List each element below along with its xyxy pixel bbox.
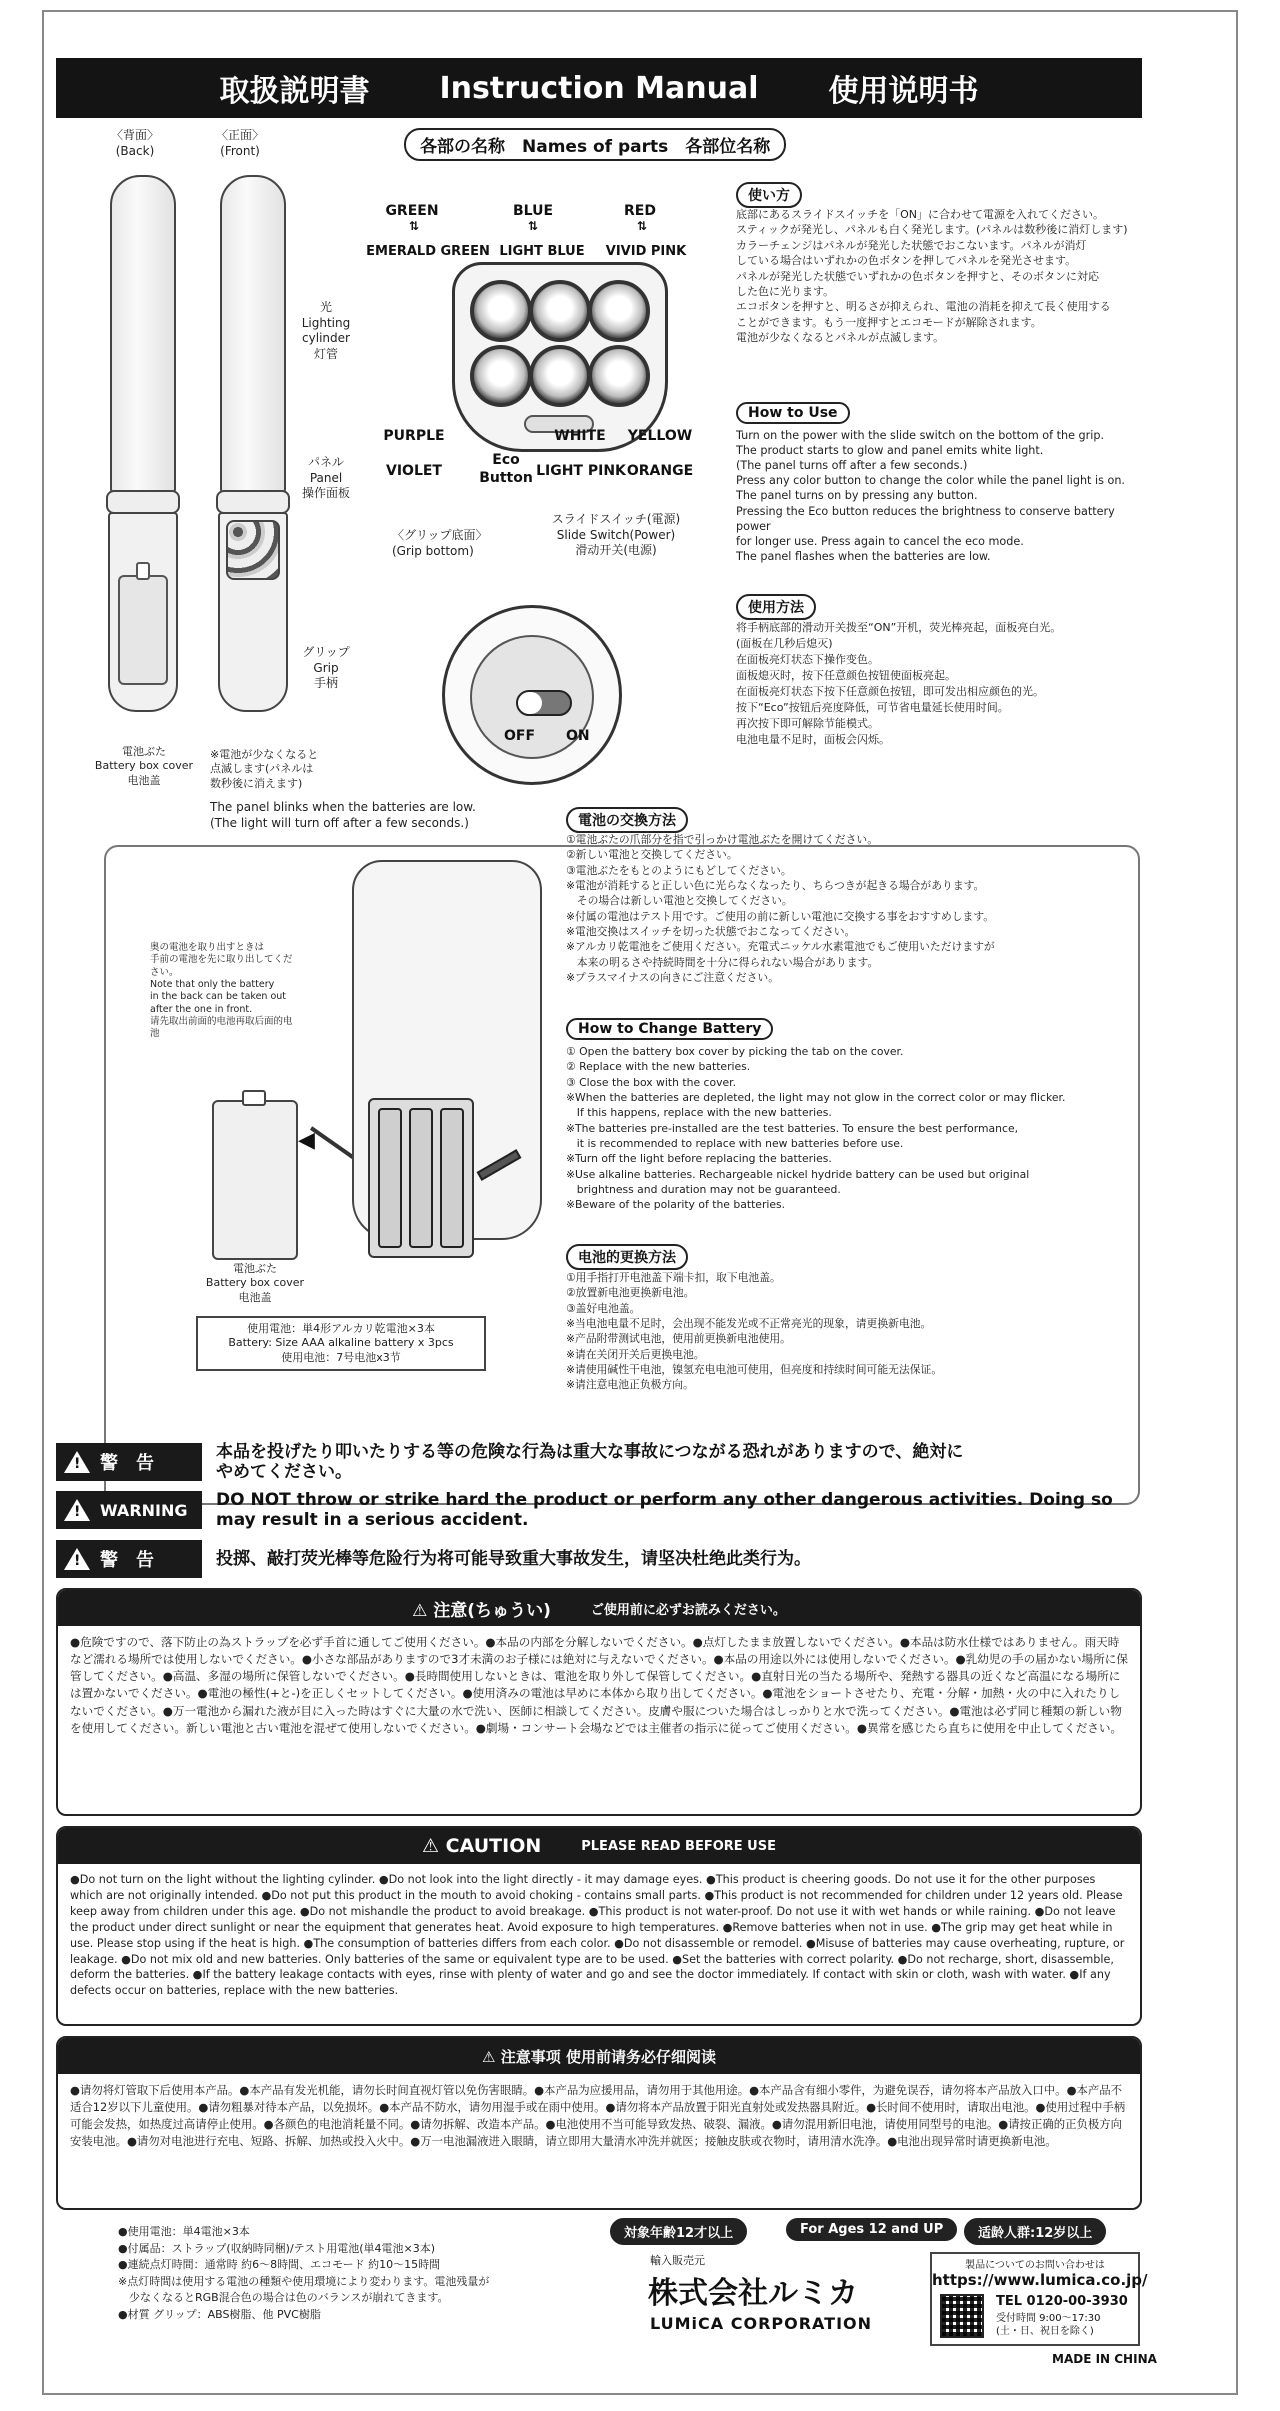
caution-cn-body: ●请勿将灯管取下后使用本产品。●本产品有发光机能，请勿长时间直视灯管以免伤害眼睛。●本产品为应援用品，请勿用于其他用途。●本产品含有细小零件，为避免误吞，请勿将本产品放入口中。●本产品不适合12岁以下儿童使用。●请勿粗暴对待本产品，以免损坏。●本产品不防水，请勿用湿手或在雨中使用。●请勿将本产品放置于阳光直射处或发热器具附近。●长时间不使用时，请取出电池。●使用过程中手柄可能会发热，如热度过高请停止使用。●各颜色的电池消耗量不同。●请勿拆解、改造本产品。●电池使用不当可能导致发热、破裂、漏液。●请勿混用新旧电池，请使用同型号的电池。●请按正确的正负极方向安装电池。●请勿对电池进行充电、短路、拆解、加热或投入火中。●万一电池漏液进入眼睛，请立即用大量清水冲洗并就医；接触皮肤或衣物时，请用清水洗净。●电池出现异常时请更换新电池。 (70, 2083, 1126, 2149)
warning-text-cn: 投掷、敲打荧光棒等危险行为将可能导致重大事故发生，请坚决杜绝此类行为。 (216, 1548, 811, 1569)
header-title-en: Instruction Manual (439, 70, 759, 106)
battery-en-title: How to Change Battery (566, 1018, 773, 1040)
back-stick-collar (106, 490, 180, 514)
color-button-green (470, 280, 532, 342)
battery-jp-title: 電池の交換方法 (566, 807, 688, 833)
caution-cn-bar (58, 2038, 1140, 2074)
battery-cover-shape (118, 575, 168, 685)
warning-row-jp (56, 1442, 1142, 1483)
caution-jp-panel (56, 1588, 1142, 1816)
battery-en-body: ① Open the battery box cover by picking the tab on the cover. ② Replace with the new batteries. ③ Close the box with the cover. ※When the batteries are depleted, the light may not glow in the correct color or may flicker. If this happens, replace with the new batteries. ※The batteries pre-installed are the test batteries. To ensure the best performance, it is recommended to replace with new batteries before use. ※Turn off the light before replacing the batteries. ※Use alkaline batteries. Rechargeable nickel hydride battery can be used but original brightness and duration may not be guaranteed. ※Beware of the polarity of the batteries. (566, 1045, 1066, 1212)
color-button-blue (529, 280, 591, 342)
usage-en-title: How to Use (736, 402, 850, 424)
battery-3 (440, 1108, 464, 1248)
battery-cn-title: 电池的更换方法 (566, 1244, 688, 1270)
usage-cn-title: 使用方法 (736, 594, 816, 620)
front-stick-collar (216, 490, 290, 514)
color-label-green: GREEN (385, 203, 439, 219)
color-label-violet: VIOLET (386, 463, 442, 479)
warning-triangle-icon: ! (64, 1451, 90, 1473)
low-battery-note-jp: ※電池が少なくなると 点滅します(パネルは 数秒後に消えます) (210, 748, 319, 790)
caution-jp-subtitle: ご使用前に必ずお読みください。 (590, 1602, 786, 1618)
age-badge-en: For Ages 12 and UP (786, 2218, 957, 2241)
caution-en-panel (56, 1826, 1142, 2026)
warning-row-en (56, 1490, 1142, 1531)
battery-cn-body: ①用手指打开电池盖下端卡扣，取下电池盖。 ②放置新电池更换新电池。 ③盖好电池盖。 ※当电池电量不足时，会出现不能发光或不正常亮光的现象，请更换新电池。 ※产品附带测试电池，使用前更换新电池使用。 ※请在关闭开关后更换电池。 ※请使用碱性干电池，镍氢充电电池可使用，但亮度和持续时间可能无法保证。 ※请注意电池正负极方向。 (566, 1271, 943, 1392)
warning-row-cn (56, 1540, 1142, 1578)
header-title-jp: 取扱説明書 (219, 74, 370, 109)
removed-cover-tab (242, 1090, 266, 1106)
battery-cover-label: 電池ぶた Battery box cover 电池盖 (94, 745, 194, 787)
front-stick-cylinder (220, 175, 286, 495)
back-label: 〈背面〉 (Back) (110, 128, 159, 158)
cover-label: 電池ぶた Battery box cover 电池盖 (205, 1262, 305, 1304)
warning-triangle-icon: ! (64, 1499, 90, 1521)
support-box (930, 2252, 1148, 2346)
warning-badge-en: ! WARNING (56, 1491, 202, 1529)
color-button-red (588, 280, 650, 342)
lighting-label: 光 Lighting cylinder 灯管 (301, 300, 351, 361)
support-label: 製品についてのお問い合わせは (965, 2260, 1105, 2271)
color-label-white: WHITE (554, 428, 606, 444)
arrow-green: ⇅ (408, 219, 420, 233)
color-label-red: RED (624, 203, 656, 219)
color-button-purple (470, 345, 532, 407)
color-label-blue: BLUE (512, 203, 554, 219)
warning-badge-cn: ! 警 告 (56, 1540, 202, 1578)
usage-cn-body: 将手柄底部的滑动开关拨至“ON”开机，荧光棒亮起，面板亮白光。 (面板在几秒后熄灭) 在面板亮灯状态下操作变色。 面板熄灭时，按下任意颜色按钮使面板亮起。 在面板亮灯状态下按下任意颜色按钮，即可发出相应颜色的光。 按下“Eco”按钮后亮度降低，可节省电量延长使用时间。 再次按下即可解除节能模式。 电池电量不足时，面板会闪烁。 (736, 621, 1062, 746)
support-url[interactable]: https://www.lumica.co.jp/ (932, 2271, 1148, 2289)
made-in-label: MADE IN CHINA (1052, 2352, 1157, 2366)
warning-badge-jp: ! 警 告 (56, 1443, 202, 1481)
color-label-emerald: EMERALD GREEN (366, 244, 490, 259)
usage-jp-body: 底部にあるスライドスイッチを「ON」に合わせて電源を入れてください。 スティックが発光し、パネルも白く発光します。(パネルは数秒後に消灯します) カラーチェンジはパネルが発光した状態でおこないます。パネルが消灯 している場合はいずれかの色ボタンを押してパネルを発光させます。 パネルが発光した状態でいずれかの色ボタンを押すと、そのボタンに対応 した色に光ります。 エコボタンを押すと、明るさが抑えられ、電池の消耗を抑えて長く使用する ことができます。もう一度押すとエコモードが解除されます。 電池が少なくなるとパネルが点滅します。 (736, 208, 1128, 345)
qr-code-icon (940, 2294, 984, 2338)
caution-en-icon: ⚠ (422, 1835, 446, 1857)
caution-cn-title: 注意事项 使用前请务必仔细阅读 (500, 2047, 716, 2066)
vendor-label: 輸入販売元 (650, 2254, 705, 2267)
grip-label: グリップ Grip 手柄 (302, 645, 350, 691)
grip-bottom-label: 〈グリップ底面〉 (Grip bottom) (392, 528, 488, 558)
caution-en-bar (58, 1828, 1140, 1864)
battery-1 (378, 1108, 402, 1248)
caution-en-title: CAUTION (445, 1835, 542, 1857)
battery-spec-box: 使用電池：単4形アルカリ乾電池×3本 Battery: Size AAA alkaline battery x 3pcs 使用电池：7号电池x3节 (196, 1316, 486, 1371)
color-label-yellow: YELLOW (627, 428, 693, 444)
color-label-lightblue: LIGHT BLUE (499, 244, 585, 259)
caution-jp-bar (58, 1590, 1140, 1626)
parts-title: 各部の名称 Names of parts 各部位名称 (404, 128, 786, 161)
eco-label: Eco Button (479, 452, 533, 486)
age-badge-cn: 适龄人群:12岁以上 (964, 2218, 1106, 2245)
company-name-en: LUMiCA CORPORATION (650, 2314, 873, 2333)
arrow-red: ⇅ (636, 219, 648, 233)
front-panel-buttons (226, 520, 280, 580)
support-hours: 受付時間 9:00〜17:30 (土・日、祝日を除く) (996, 2313, 1101, 2337)
age-badge-jp: 対象年齢12才以上 (610, 2218, 747, 2245)
arrow-head: ◀ (298, 1128, 315, 1153)
slide-switch-knob (518, 692, 542, 714)
footer-specs: ●使用電池：単4電池×3本 ●付属品：ストラップ(収納時同梱)/テスト用電池(単4電池×3本) ●連続点灯時間：通常時 約6〜8時間、エコモード 約10〜15時間 ※点灯時間は使用する電池の種類や使用環境により変わります。電池残量が 少なくなるとRGB混合色の場合は色のバランスが崩れてきます。 ●材質 グリップ：ABS樹脂、他 PVC樹脂 (118, 2225, 490, 2321)
caution-jp-icon: ⚠ (412, 1600, 434, 1621)
battery-cover-tab (136, 562, 150, 580)
battery-jp-body: ①電池ぶたの爪部分を指で引っかけ電池ぶたを開けてください。 ②新しい電池と交換してください。 ③電池ぶたをもとのようにもどしてください。 ※電池が消耗すると正しい色に光らなくなったり、ちらつきが起きる場合があります。 その場合は新しい電池と交換してください。 ※付属の電池はテスト用です。ご使用の前に新しい電池に交換する事をおすすめします。 ※電池交換はスイッチを切った状態でおこなってください。 ※アルカリ乾電池をご使用ください。充電式ニッケル水素電池でもご使用いただけますが 本来の明るさや持続時間を十分に得られない場合があります。 ※プラスマイナスの向きにご注意ください。 (566, 833, 995, 984)
front-label: 〈正面〉 (Front) (215, 128, 264, 158)
caution-en-body: ●Do not turn on the light without the lighting cylinder. ●Do not look into the light directly - it may damage eyes. ●This product is cheering goods. Do not use it for the other purposes which are not originally intended. ●Do not put this product in the mouth to avoid choking - contains small parts. ●This product is not recommended for children under 12 years old. Please keep away from children under this age. ●Do not mishandle the product to avoid breakage. ●This product is not water-proof. Do not use it with wet hands or while raining. ●Do not leave the product under direct sunlight or near the equipment that generates heat. Avoid exposure to high temperatures. ●Remove batteries when not in use. ●The grip may get heat while in use. Please stop using if the heat is high. ●The consumption of batteries differs from each color. ●Do not disassemble or remodel. ●Misuse of batteries may cause overheating, rupture, or leakage. ●Do not mix old and new batteries. Only batteries of the same or equivalent type are to be used. ●Set the batteries with correct polarity. ●Do not recharge, short, disassemble, deform the batteries. ●If the battery leakage contacts with eyes, rinse with plenty of water and go and see the doctor immediately. If contact with skin or cloth, wash with water. ●If any defects occur on batteries, replace with the new batteries. (70, 1873, 1125, 1998)
usage-jp-title: 使い方 (736, 182, 802, 208)
color-button-white (529, 345, 591, 407)
removed-battery-cover (212, 1100, 298, 1260)
slide-switch-label: スライドスイッチ(電源) Slide Switch(Power) 滑动开关(电源) (551, 512, 681, 558)
panel-label: パネル Panel 操作面板 (301, 455, 350, 501)
company-name-jp: 株式会社ルミカ (648, 2276, 858, 2311)
caution-cn-panel (56, 2036, 1142, 2210)
color-label-purple: PURPLE (383, 428, 445, 444)
caution-en-subtitle: PLEASE READ BEFORE USE (581, 1838, 776, 1854)
warning-triangle-icon: ! (64, 1548, 90, 1570)
switch-on-label: ON (566, 728, 590, 744)
support-tel: TEL 0120-00-3930 (996, 2294, 1128, 2309)
switch-off-label: OFF (504, 728, 536, 744)
battery-side-note: 奥の電池を取り出すときは 手前の電池を先に取り出してください。 Note that only the battery in the back can be taken out after the one in front. 请先取出前面的电池再取后面的电池 (150, 942, 293, 1040)
low-battery-note-en: The panel blinks when the batteries are low. (The light will turn off after a few seconds.) (210, 800, 476, 830)
arrow-blue: ⇅ (527, 219, 539, 233)
back-stick-cylinder (110, 175, 176, 495)
color-label-lightpink: LIGHT PINK (536, 463, 626, 479)
warning-text-en: DO NOT throw or strike hard the product or perform any other dangerous activities. Doing so may result in a serious accident. (216, 1490, 1113, 1531)
header-bar (56, 58, 1142, 118)
header-title-cn: 使用说明书 (828, 74, 979, 109)
color-button-yellow (588, 345, 650, 407)
usage-en-body: Turn on the power with the slide switch on the bottom of the grip. The product starts to glow and panel emits white light. (The panel turns off after a few seconds.) Press any color button to change the color while the panel light is on. The panel turns on by pressing any button. Pressing the Eco button reduces the brightness to conserve battery power for longer use. Press again to cancel the eco mode. The panel flashes when the batteries are low. (736, 429, 1125, 563)
caution-jp-body: ●危険ですので、落下防止の為ストラップを必ず手首に通してご使用ください。●本品の内部を分解しないでください。●点灯したまま放置しないでください。●本品は防水仕様ではありません。雨天時など濡れる場所では使用しないでください。●小さな部品がありますので3才未満のお子様には絶対に与えないでください。●本品の用途以外には使用しないでください。●乳幼児の手の届かない場所に保管してください。●高温、多湿の場所に保管しないでください。●長時間使用しないときは、電池を取り外して保管してください。●直射日光の当たる場所や、発熱する器具の近くなど高温になる場所には置かないでください。●電池の極性(+と-)を正しくセットしてください。●使用済みの電池は早めに本体から取り出してください。●電池をショートさせたり、充電・分解・加熱・火の中に入れたりしないでください。●万一電池から漏れた液が目に入った時はすぐに大量の水で洗い、医師に相談してください。皮膚や服についた場合はしっかりと水で洗ってください。●電池は必ず同じ種類の新しい物を使用してください。新しい電池と古い電池を混ぜて使用しないでください。●劇場・コンサート会場などでは主催者の指示に従ってご使用ください。●異常を感じたら直ちに使用を中止してください。 (70, 1635, 1128, 1735)
battery-2 (409, 1108, 433, 1248)
caution-cn-icon: ⚠ (482, 2047, 501, 2066)
caution-jp-title: 注意(ちゅうい) (433, 1600, 551, 1621)
color-label-vividpink: VIVID PINK (605, 244, 687, 259)
color-label-orange: ORANGE (626, 463, 694, 479)
warning-text-jp: 本品を投げたり叩いたりする等の危険な行為は重大な事故につながる恐れがありますので、絶対に やめてください。 (216, 1442, 964, 1483)
